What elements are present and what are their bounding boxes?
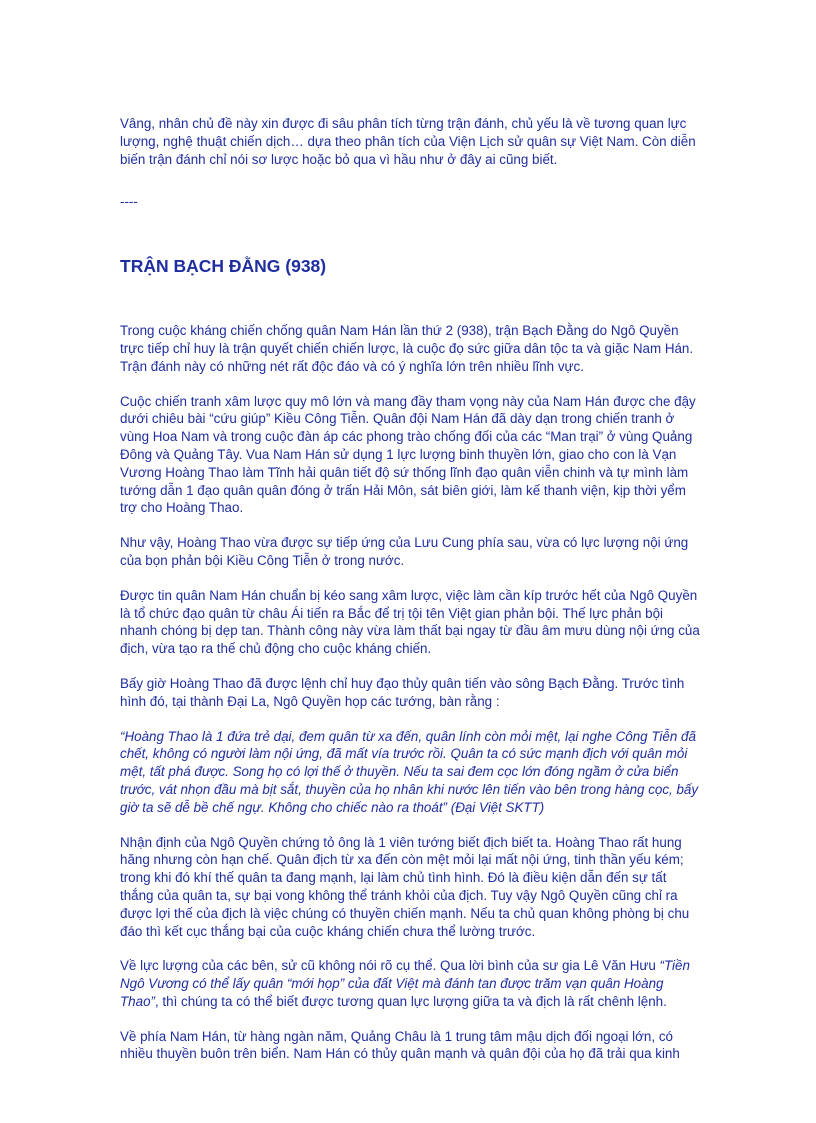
forces-text-before: Về lực lượng của các bên, sử cũ không nói rõ cụ thể. Qua lời bình của sư gia Lê Văn Hưu [120, 958, 660, 974]
body-paragraph-4: Được tin quân Nam Hán chuẩn bị kéo sang xâm lược, việc làm cần kíp trước hết của Ngô Quyền là tổ chức đạo quân từ châu Ái tiến ra Bắc để trị tội tên Việt gian phản bội. Thế lực phản bội nhanh chóng bị dẹp tan. Thành công này vừa làm thất bại ngay từ đầu âm mưu dùng nội ứng của địch, vừa tạo ra thế chủ động cho cuộc kháng chiến. [120, 587, 700, 657]
block-quote: “Hoàng Thao là 1 đứa trẻ dại, đem quân từ xa đến, quân lính còn mỏi mệt, lại nghe Công Tiễn đã chết, không có người làm nội ứng, đã mất vía trước rồi. Quân ta có sức mạnh địch với quân mỏi mệt, tất phá được. Song họ có lợi thế ở thuyền. Nếu ta sai đem cọc lớn đóng ngầm ở cửa biển trước, vát nhọn đầu mà bịt sắt, thuyền của họ nhân khi nước lên tiến vào bên trong hàng cọc, bấy giờ ta sẽ dễ bề chế ngự. Không cho chiếc nào ra thoát” (Đại Việt SKTT) [120, 728, 699, 815]
last-paragraph: Về phía Nam Hán, từ hàng ngàn năm, Quảng Châu là 1 trung tâm mậu dịch đối ngoại lớn, có nhiều thuyền buôn trên biển. Nam Hán có thủy quân mạnh và quân đội của họ đã trải qua kinh [120, 1028, 680, 1062]
body-paragraph-5: Bấy giờ Hoàng Thao đã được lệnh chỉ huy đạo thủy quân tiến vào sông Bạch Đằng. Trước tình hình đó, tại thành Đại La, Ngô Quyền họp các tướng, bàn rằng : [120, 675, 685, 709]
body-paragraph-2: Cuộc chiến tranh xâm lược quy mô lớn và mang đầy tham vọng này của Nam Hán được che đậy dưới chiêu bài “cứu giúp” Kiều Công Tiễn. Quân đội Nam Hán đã dày dạn trong chiến tranh ở vùng Hoa Nam và trong cuộc đàn áp các phong trào chống đối của các “Man trại” ở vùng Quảng Đông và Quảng Tây. Vua Nam Hán sử dụng 1 lực lượng binh thuyền lớn, giao cho con là Vạn Vương Hoàng Thao làm Tĩnh hải quân tiết độ sứ thống lĩnh đạo quân viễn chinh và tự mình làm tướng dẫn 1 đạo quân quân đóng ở trấn Hải Môn, sát biên giới, làm kế thanh viện, kịp thời yểm trợ cho Hoàng Thao. [120, 393, 696, 516]
intro-paragraph: Vâng, nhân chủ đề này xin được đi sâu phân tích từng trận đánh, chủ yếu là về tương quan lực lượng, nghệ thuật chiến dịch… dựa theo phân tích của Viện Lịch sử quân sự Việt Nam. Còn diễn biến trận đánh chỉ nói sơ lược hoặc bỏ qua vì hầu như ở đây ai cũng biết. [120, 116, 696, 167]
body-paragraph-1: Trong cuộc kháng chiến chống quân Nam Hán lần thứ 2 (938), trận Bạch Đằng do Ngô Quyền trực tiếp chỉ huy là trận quyết chiến chiến lược, là cuộc đọ sức giữa dân tộc ta và giặc Nam Hán. Trận đánh này có những nét rất độc đáo và có ý nghĩa lớn trên nhiều lĩnh vực. [120, 323, 694, 374]
analysis-paragraph: Nhận định của Ngô Quyền chứng tỏ ông là 1 viên tướng biết địch biết ta. Hoàng Thao rất hung hăng nhưng còn hạn chế. Quân địch từ xa đến còn mệt mỏi lại mất nội ứng, tinh thần yếu kém; trong khi đó khí thế quân ta đang mạnh, lại làm chủ tình hình. Đó là điều kiện dẫn đến sự tất thắng của quân ta, sự bại vong không thể tránh khỏi của địch. Tuy vậy Ngô Quyền cũng chỉ ra được lợi thế của địch là việc chúng có thuyền chiến mạnh. Nếu ta chủ quan không phòng bị chu đáo thì kết cục thắng bại của cuộc kháng chiến chưa thể lường trước. [120, 834, 690, 939]
forces-text-after: , thì chúng ta có thể biết được tương quan lực lượng giữa ta và địch là rất chênh lệnh. [154, 993, 667, 1009]
section-heading: TRẬN BẠCH ĐẰNG (938) [120, 256, 327, 277]
forces-paragraph [120, 957, 701, 1010]
separator: ---- [120, 194, 138, 210]
forces-quote: “Tiền Ngô Vương có thể lấy quân “mới họp” của đất Việt mà đánh tan được trăm vạn quân Hoàng Thao” [120, 958, 690, 1009]
body-paragraph-3: Như vậy, Hoàng Thao vừa được sự tiếp ứng của Lưu Cung phía sau, vừa có lực lượng nội ứng của bọn phản bội Kiều Công Tiễn ở trong nước. [120, 535, 689, 568]
